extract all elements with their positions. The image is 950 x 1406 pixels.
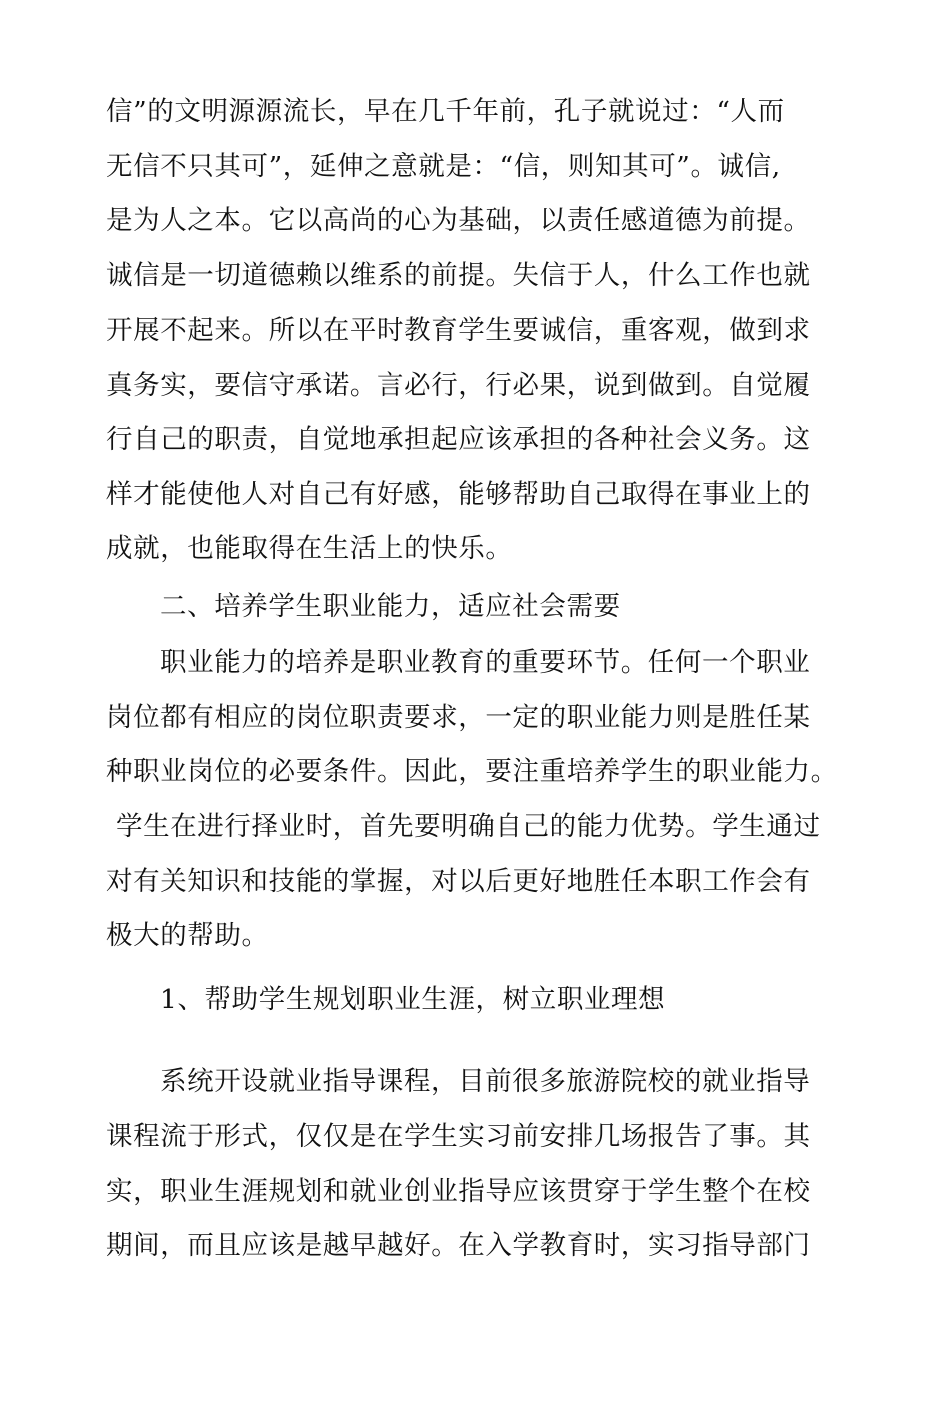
body-text-line: 行自己的职责，自觉地承担起应该承担的各种社会义务。这	[106, 424, 811, 455]
section-heading: 二、培养学生职业能力，适应社会需要	[160, 591, 621, 622]
body-text-line: 是为人之本。它以高尚的心为基础，以责任感道德为前提。	[106, 205, 811, 236]
body-text-line: 期间，而且应该是越早越好。在入学教育时，实习指导部门	[106, 1230, 811, 1261]
body-text-line: 无信不只其可”，延伸之意就是：“信，则知其可”。诚信,	[106, 151, 781, 182]
body-text-line: 真务实，要信守承诺。言必行，行必果，说到做到。自觉履	[106, 370, 811, 401]
body-text-line: 信”的文明源源流长，早在几千年前，孔子就说过：“人而	[106, 96, 785, 127]
body-text-line: 成就，也能取得在生活上的快乐。	[106, 533, 513, 564]
subsection-heading: 1、帮助学生规划职业生涯，树立职业理想	[160, 984, 666, 1015]
body-text-line: 系统开设就业指导课程，目前很多旅游院校的就业指导	[160, 1066, 811, 1097]
body-text-line: 诚信是一切道德赖以维系的前提。失信于人，什么工作也就	[106, 260, 811, 291]
body-text-line: 样才能使他人对自己有好感，能够帮助自己取得在事业上的	[106, 479, 811, 510]
body-text-line: 职业能力的培养是职业教育的重要环节。任何一个职业	[160, 647, 811, 678]
body-text-line: 开展不起来。所以在平时教育学生要诚信，重客观，做到求	[106, 315, 811, 346]
body-text-line: 对有关知识和技能的掌握，对以后更好地胜任本职工作会有	[106, 866, 811, 897]
body-text-line: 学生在进行择业时，首先要明确自己的能力优势。学生通过	[116, 811, 821, 842]
body-text-line: 种职业岗位的必要条件。因此，要注重培养学生的职业能力。	[106, 756, 838, 787]
body-text-line: 极大的帮助。	[106, 920, 269, 951]
body-text-line: 岗位都有相应的岗位职责要求，一定的职业能力则是胜任某	[106, 702, 811, 733]
body-text-line: 课程流于形式，仅仅是在学生实习前安排几场报告了事。其	[106, 1121, 811, 1152]
body-text-line: 实，职业生涯规划和就业创业指导应该贯穿于学生整个在校	[106, 1176, 811, 1207]
